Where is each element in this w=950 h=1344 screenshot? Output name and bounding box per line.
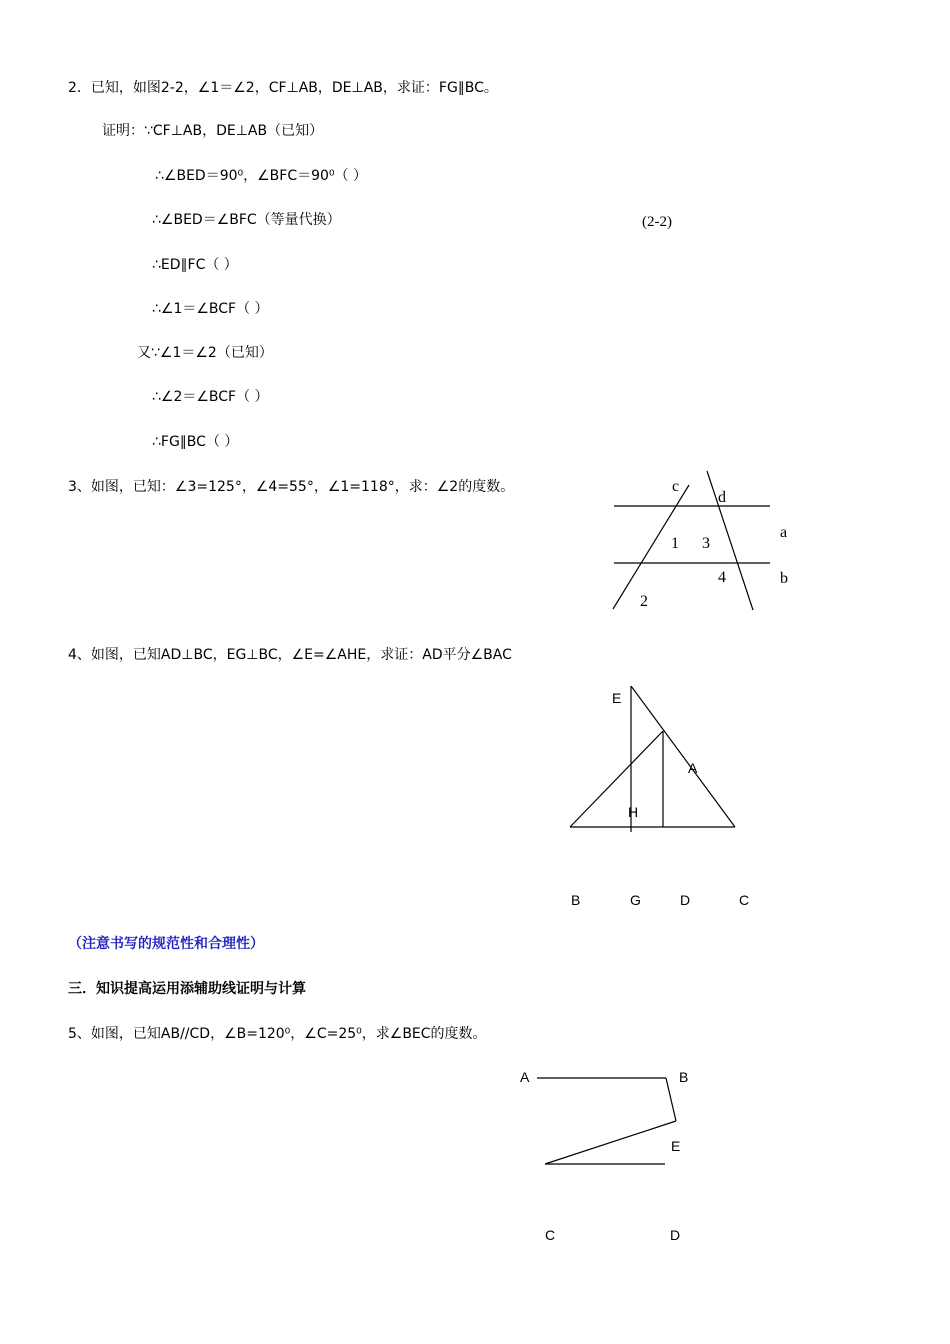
q2-proof-intro: 证明：∵CF⊥AB，DE⊥AB（已知） xyxy=(102,123,324,139)
q5-figure xyxy=(537,1078,676,1164)
q5-label-a: A xyxy=(520,1069,530,1085)
q5-label-b: B xyxy=(679,1069,689,1085)
q4-label-d: D xyxy=(680,892,691,908)
q4-figure xyxy=(570,686,735,832)
q5-segment-ec xyxy=(545,1121,676,1164)
q4-label-c: C xyxy=(739,892,750,908)
q4-statement: 4、如图，已知AD⊥BC，EG⊥BC，∠E=∠AHE，求证：AD平分∠BAC xyxy=(68,647,512,663)
q2-step-1: ∴∠BED＝90⁰，∠BFC＝90⁰（ ） xyxy=(155,168,367,184)
q2-step-2: ∴∠BED＝∠BFC（等量代换） xyxy=(152,212,341,228)
q3-label-a: a xyxy=(780,524,788,541)
q2-figure-ref: (2-2) xyxy=(642,214,672,230)
q4-label-a: A xyxy=(688,760,698,776)
q4-label-b: B xyxy=(571,892,581,908)
q5-label-d: D xyxy=(670,1227,681,1243)
q5-statement: 5、如图，已知AB//CD，∠B=120⁰，∠C=25⁰，求∠BEC的度数。 xyxy=(68,1026,487,1042)
q2-step-6: ∴∠2＝∠BCF（ ） xyxy=(152,389,269,405)
q3-label-d: d xyxy=(718,489,726,506)
q4-label-h: H xyxy=(628,804,639,820)
q3-label-2: 2 xyxy=(640,593,648,610)
q3-figure xyxy=(613,471,770,610)
q3-label-c: c xyxy=(672,478,680,495)
writing-note: （注意书写的规范性和合理性） xyxy=(68,936,264,952)
q3-label-3: 3 xyxy=(702,535,710,552)
q4-segment-ec xyxy=(631,686,735,827)
q2-step-7: ∴FG∥BC（ ） xyxy=(152,434,239,450)
q3-label-1: 1 xyxy=(671,535,679,552)
q2-step-5: 又∵∠1＝∠2（已知） xyxy=(137,345,273,361)
q4-label-e: E xyxy=(612,690,622,706)
q3-label-4: 4 xyxy=(718,569,726,586)
q2-statement: 2．已知，如图2-2，∠1＝∠2，CF⊥AB，DE⊥AB，求证：FG∥BC。 xyxy=(68,80,498,96)
q4-label-g: G xyxy=(630,892,641,908)
q3-line-d xyxy=(707,471,753,610)
q3-statement: 3、如图，已知：∠3=125°，∠4=55°，∠1=118°，求：∠2的度数。 xyxy=(68,479,515,495)
q5-label-c: C xyxy=(545,1227,556,1243)
q2-step-3: ∴ED∥FC（ ） xyxy=(152,257,238,273)
q3-label-b: b xyxy=(780,570,788,587)
q4-segment-ba xyxy=(570,731,663,827)
q5-segment-be xyxy=(666,1078,676,1121)
section-3-heading: 三．知识提高运用添辅助线证明与计算 xyxy=(68,981,306,997)
q5-label-e: E xyxy=(671,1138,681,1154)
q2-step-4: ∴∠1＝∠BCF（ ） xyxy=(152,301,269,317)
